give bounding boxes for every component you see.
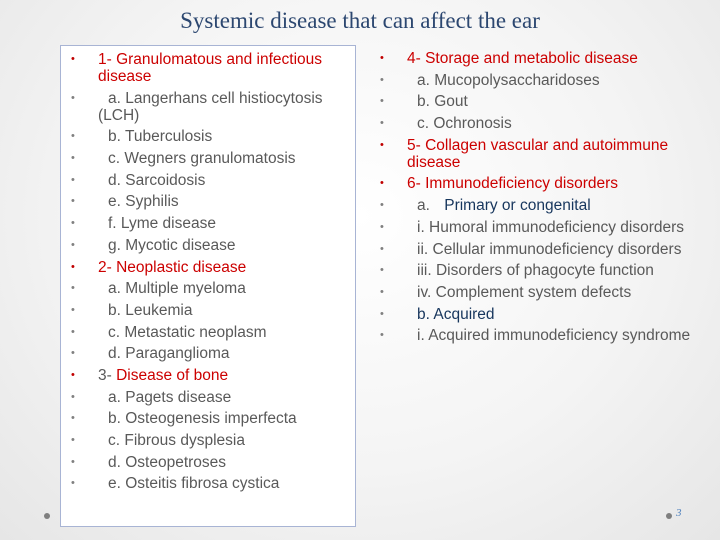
bullet-icon: • — [71, 455, 75, 468]
list-item — [69, 237, 355, 254]
page-number: 3 — [676, 507, 682, 519]
bullet-icon: • — [71, 238, 75, 251]
item-text: b. Osteogenesis imperfecta — [108, 410, 297, 428]
bullet-icon: • — [71, 173, 75, 186]
item-prefix: 3- — [98, 366, 117, 384]
bullet-icon: • — [71, 390, 75, 403]
bullet-icon: • — [71, 91, 75, 104]
list-item — [69, 51, 355, 85]
right-column — [378, 45, 698, 349]
item-text: iv. Complement system defects — [417, 283, 632, 301]
list-item — [69, 475, 355, 492]
item-text: b. Tuberculosis — [108, 128, 213, 146]
list-item — [378, 93, 698, 110]
bullet-icon: • — [71, 303, 75, 316]
item-text: 6- Immunodeficiency disorders — [407, 175, 619, 193]
left-bullet-list — [61, 46, 355, 492]
item-text: Disease of bone — [116, 366, 229, 384]
list-item — [378, 262, 698, 279]
item-text: f. Lyme disease — [108, 215, 216, 233]
list-item — [378, 219, 698, 236]
list-item — [378, 327, 698, 344]
bullet-icon: • — [380, 52, 384, 64]
item-text: a. Pagets disease — [108, 388, 232, 406]
list-item — [378, 284, 698, 301]
list-item — [69, 389, 355, 406]
item-text: d. Osteopetroses — [108, 453, 227, 471]
bullet-icon: • — [380, 285, 384, 298]
item-text: d. Paraganglioma — [108, 345, 230, 363]
item-text: 2- Neoplastic disease — [98, 258, 247, 276]
list-item — [69, 324, 355, 341]
list-item — [378, 175, 698, 192]
item-text: 4- Storage and metabolic disease — [407, 50, 638, 67]
list-item — [69, 432, 355, 449]
list-item — [69, 454, 355, 471]
bullet-icon: • — [71, 282, 75, 295]
item-text: a. Multiple myeloma — [108, 280, 246, 298]
bullet-icon: • — [380, 177, 384, 190]
item-prefix: a. — [417, 197, 435, 215]
list-item — [69, 345, 355, 362]
bullet-icon: • — [71, 260, 75, 273]
bullet-icon: • — [380, 242, 384, 255]
list-item — [378, 306, 698, 323]
list-item — [69, 193, 355, 210]
list-item — [69, 410, 355, 427]
item-text: ii. Cellular immunodeficiency disorders — [417, 240, 682, 258]
right-bullet-list — [378, 45, 698, 344]
list-item — [69, 150, 355, 167]
bullet-icon: • — [71, 347, 75, 360]
left-column-box — [60, 45, 356, 527]
item-text: d. Sarcoidosis — [108, 171, 206, 189]
bullet-icon: • — [71, 368, 75, 381]
list-item — [378, 137, 698, 171]
item-text: iii. Disorders of phagocyte function — [417, 262, 654, 280]
bullet-icon: • — [71, 152, 75, 165]
bullet-icon: • — [71, 477, 75, 490]
list-item — [69, 302, 355, 319]
slide-title: Systemic disease that can affect the ear — [180, 8, 540, 33]
bullet-icon: • — [71, 53, 75, 65]
list-item — [378, 115, 698, 132]
item-text: c. Wegners granulomatosis — [108, 150, 296, 168]
list-item — [69, 367, 355, 384]
list-item — [69, 215, 355, 232]
item-text: i. Humoral immunodeficiency disorders — [417, 218, 685, 236]
bullet-icon: • — [380, 264, 384, 277]
list-item — [69, 90, 355, 124]
list-item — [378, 241, 698, 258]
bullet-icon: • — [380, 307, 384, 320]
list-item — [378, 72, 698, 89]
list-item — [69, 280, 355, 297]
item-text: g. Mycotic disease — [108, 236, 236, 254]
item-text: i. Acquired immunodeficiency syndrome — [417, 327, 691, 345]
list-item — [69, 128, 355, 145]
item-text: b. Leukemia — [108, 301, 193, 319]
item-text: b. Acquired — [417, 305, 495, 323]
item-text: c. Ochronosis — [417, 115, 512, 133]
item-text: e. Osteitis fibrosa cystica — [108, 475, 280, 493]
bullet-icon: • — [380, 117, 384, 130]
bullet-icon: • — [380, 329, 384, 342]
bottom-left-decor-dot — [44, 513, 50, 519]
list-item — [69, 259, 355, 276]
bullet-icon: • — [71, 217, 75, 230]
bullet-icon: • — [380, 138, 384, 151]
bullet-icon: • — [71, 434, 75, 446]
list-item — [69, 172, 355, 189]
item-text: 1- Granulomatous and infectious disease — [98, 51, 323, 85]
item-text: e. Syphilis — [108, 193, 179, 211]
bullet-icon: • — [71, 325, 75, 338]
item-text: c. Metastatic neoplasm — [108, 323, 267, 341]
list-item — [378, 50, 698, 67]
bullet-icon: • — [380, 73, 384, 86]
item-text: b. Gout — [417, 93, 468, 111]
bullet-icon: • — [71, 130, 75, 143]
item-text: Primary or congenital — [444, 197, 591, 215]
item-text: 5- Collagen vascular and autoimmune disease — [407, 136, 669, 171]
list-item — [378, 197, 698, 214]
bottom-right-decor-dot — [666, 513, 672, 519]
item-text: c. Fibrous dysplesia — [108, 432, 245, 449]
bullet-icon: • — [380, 95, 384, 108]
bullet-icon: • — [71, 412, 75, 425]
bullet-icon: • — [380, 220, 384, 233]
item-text: a. Mucopolysaccharidoses — [417, 71, 600, 89]
bullet-icon: • — [71, 195, 75, 208]
item-text: a. Langerhans cell histiocytosis (LCH) — [98, 89, 323, 124]
bullet-icon: • — [380, 199, 384, 212]
